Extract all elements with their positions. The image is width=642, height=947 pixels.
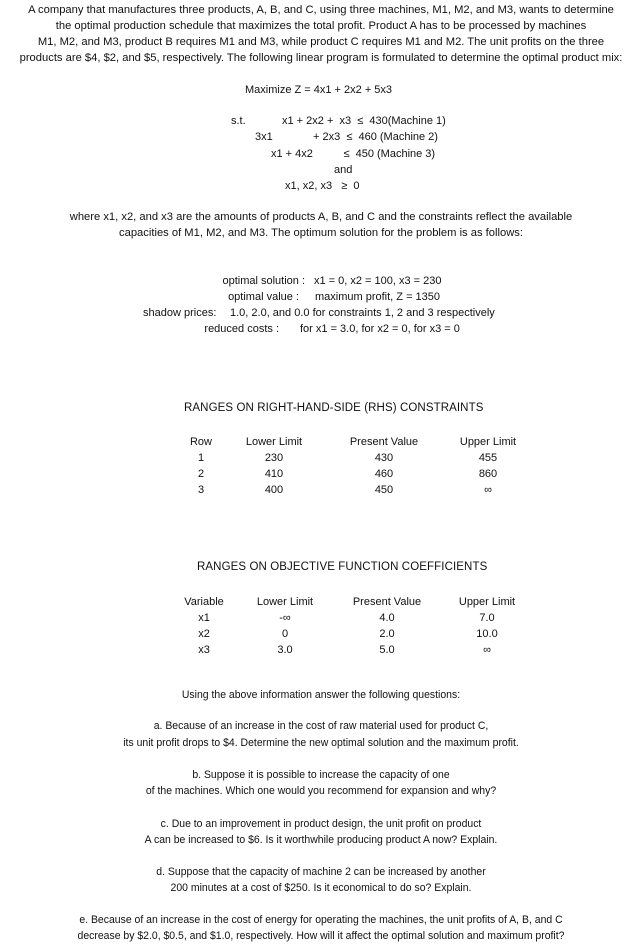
table-cell: 5.0	[379, 644, 395, 656]
intro-line: M1, M2, and M3, product B requires M1 and M3, while product C requires M1 and M2. The unit profits on the three	[37, 36, 605, 48]
rhs-ranges-title: RANGES ON RIGHT-HAND-SIDE (RHS) CONSTRAINTS	[184, 402, 484, 414]
table-cell: 7.0	[479, 612, 495, 624]
table-cell: 410	[264, 468, 284, 480]
table-cell: 10.0	[476, 628, 498, 640]
where-line: where x1, x2, and x3 are the amounts of products A, B, and C and the constraints reflect the available	[69, 211, 573, 223]
column-header: Variable	[184, 595, 224, 608]
table-cell: 2	[197, 468, 205, 480]
table-cell: 455	[478, 452, 498, 464]
column-header: Lower Limit	[245, 435, 303, 448]
question-b: b. Suppose it is possible to increase the capacity of one	[192, 769, 450, 781]
question-d: 200 minutes at a cost of $250. Is it economical to do so? Explain.	[170, 882, 472, 894]
rhs-ranges-table	[183, 433, 537, 498]
table-cell: 1	[197, 452, 205, 464]
intro-line: the optimal production schedule that maximizes the total profit. Product A has to be processed by machines	[55, 20, 587, 32]
table-row	[178, 642, 540, 658]
question-e: decrease by $2.0, $0.5, and $1.0, respectively. How will it affect the optimal solution and maximum profit?	[77, 930, 565, 942]
table-cell: 2.0	[379, 628, 395, 640]
table-header-row	[183, 433, 537, 450]
table-row	[183, 450, 537, 466]
and-label: and	[334, 164, 353, 176]
table-cell: 430	[374, 452, 394, 464]
shadow-prices-value: 1.0, 2.0, and 0.0 for constraints 1, 2 and 3 respectively	[230, 307, 495, 319]
question-a: its unit profit drops to $4. Determine the new optimal solution and the maximum profit.	[123, 737, 519, 749]
constraint-2-x1: 3x1	[255, 131, 273, 143]
objective-function: Maximize Z = 4x1 + 2x2 + 5x3	[245, 84, 393, 96]
column-header: Present Value	[352, 595, 422, 608]
table-row	[178, 626, 540, 642]
column-header: Lower Limit	[256, 595, 314, 608]
questions-lead: Using the above information answer the following questions:	[181, 689, 461, 701]
table-cell: 860	[478, 468, 498, 480]
intro-line: products are $4, $2, and $5, respectively. The following linear program is formulated to determine the optimal product mix:	[19, 52, 623, 64]
column-header: Upper Limit	[458, 595, 516, 608]
reduced-costs-value: for x1 = 3.0, for x2 = 0, for x3 = 0	[300, 323, 460, 335]
shadow-prices-label: shadow prices:	[143, 307, 217, 319]
table-cell: 460	[374, 468, 394, 480]
table-cell: 400	[264, 484, 284, 496]
intro-line: A company that manufactures three products, A, B, and C, using three machines, M1, M2, and M3, wants to determine	[28, 4, 614, 16]
constraint-1: x1 + 2x2 + x3 ≤ 430(Machine 1)	[282, 115, 446, 127]
table-cell: x1	[198, 612, 210, 624]
nonnegativity: x1, x2, x3 ≥ 0	[285, 180, 360, 192]
table-cell: ∞	[483, 644, 491, 656]
table-cell: ∞	[484, 484, 492, 496]
question-a: a. Because of an increase in the cost of raw material used for product C,	[153, 720, 489, 732]
optimal-value-value: maximum profit, Z = 1350	[315, 291, 441, 303]
question-b: of the machines. Which one would you recommend for expansion and why?	[145, 785, 497, 797]
table-cell: x2	[198, 628, 210, 640]
reduced-costs-label: reduced costs :	[204, 323, 279, 335]
table-cell: 4.0	[379, 612, 395, 624]
table-cell: 0	[281, 628, 289, 640]
question-e: e. Because of an increase in the cost of energy for operating the machines, the unit profits of A, B, and C	[79, 914, 563, 926]
column-header: Row	[189, 435, 212, 448]
table-header-row	[178, 593, 540, 610]
table-cell: -∞	[279, 612, 291, 624]
table-cell: x3	[198, 644, 210, 656]
table-row	[183, 482, 537, 498]
objective-ranges-table	[178, 593, 540, 658]
objective-ranges-title: RANGES ON OBJECTIVE FUNCTION COEFFICIENTS	[197, 561, 488, 573]
table-row	[183, 466, 537, 482]
constraint-2: + 2x3 ≤ 460 (Machine 2)	[313, 131, 438, 143]
st-label: s.t.	[231, 115, 246, 127]
column-header: Upper Limit	[459, 435, 517, 448]
table-row	[178, 610, 540, 626]
table-cell: 230	[264, 452, 284, 464]
table-cell: 3.0	[277, 644, 293, 656]
constraint-3: x1 + 4x2 ≤ 450 (Machine 3)	[271, 148, 436, 160]
question-c: c. Due to an improvement in product design, the unit profit on product	[160, 818, 482, 830]
column-header: Present Value	[349, 435, 419, 448]
optimal-solution-value: x1 = 0, x2 = 100, x3 = 230	[314, 275, 442, 287]
optimal-value-label: optimal value :	[228, 291, 299, 303]
where-line: capacities of M1, M2, and M3. The optimum solution for the problem is as follows:	[119, 227, 523, 239]
table-cell: 450	[374, 484, 394, 496]
question-d: d. Suppose that the capacity of machine 2 can be increased by another	[156, 866, 486, 878]
question-c: A can be increased to $6. Is it worthwhile producing product A now? Explain.	[144, 834, 498, 846]
table-cell: 3	[197, 484, 205, 496]
optimal-solution-label: optimal solution :	[222, 275, 305, 287]
